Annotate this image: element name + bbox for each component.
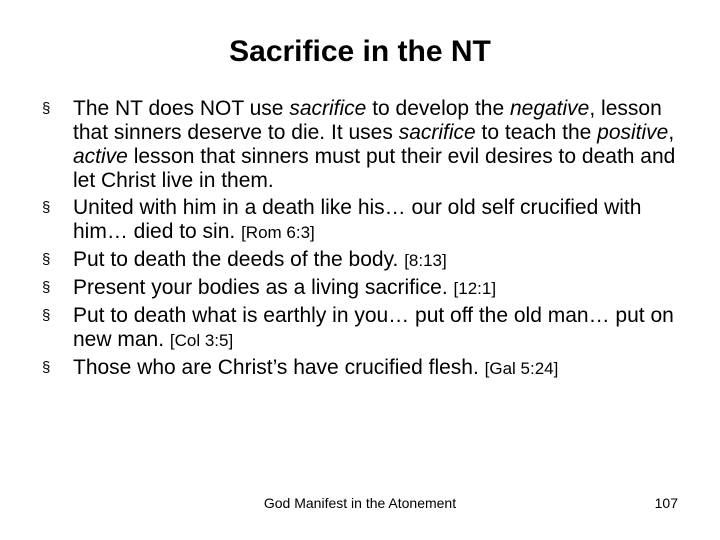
bullet-text: sacrifice [289, 97, 367, 120]
bullet-marker: § [42, 199, 51, 216]
bullet-text: to teach the [475, 121, 598, 144]
scripture-reference: [Rom 6:3] [241, 223, 315, 242]
bullet-marker: § [42, 100, 51, 117]
bullet-text: The NT does NOT use [73, 97, 290, 120]
bullet-item [40, 97, 700, 193]
bullet-text: , [668, 121, 675, 144]
bullet-item [40, 276, 700, 301]
page-number: 107 [654, 495, 678, 511]
bullet-item [40, 248, 700, 273]
bullet-text: to develop the [366, 97, 510, 120]
bullet-text: lesson that sinners must put their evil desires to death and let Christ live in them. [73, 145, 676, 192]
bullet-text: active [73, 145, 128, 168]
bullet-text: Those who are Christ’s have crucified flesh. [73, 356, 485, 379]
bullet-list [40, 97, 700, 384]
scripture-reference: [8:13] [404, 251, 447, 270]
bullet-item [40, 304, 700, 353]
bullet-text: Present your bodies as a living sacrifice. [73, 276, 454, 299]
bullet-text: , lesson that sinners deserve to die. It uses [73, 97, 662, 144]
bullet-text: sacrifice [398, 121, 476, 144]
bullet-text: Put to death what is earthly in you… put off the old man… put on new man. [73, 304, 674, 351]
bullet-item [40, 356, 700, 381]
footer-title: God Manifest in the Atonement [263, 495, 457, 511]
bullet-marker: § [42, 307, 51, 324]
scripture-reference: [Col 3:5] [169, 331, 234, 350]
bullet-marker: § [42, 279, 51, 296]
bullet-marker: § [42, 251, 51, 268]
bullet-text: United with him in a death like his… our old self crucified with him… died to sin. [73, 196, 642, 243]
bullet-text: Put to death the deeds of the body. [73, 248, 405, 271]
bullet-text: negative [509, 97, 590, 120]
bullet-item [40, 196, 700, 245]
scripture-reference: [Gal 5:24] [484, 359, 559, 378]
scripture-reference: [12:1] [453, 279, 497, 298]
slide-title: Sacrifice in the NT [229, 35, 491, 68]
bullet-marker: § [42, 359, 51, 376]
bullet-text: positive [597, 121, 669, 144]
